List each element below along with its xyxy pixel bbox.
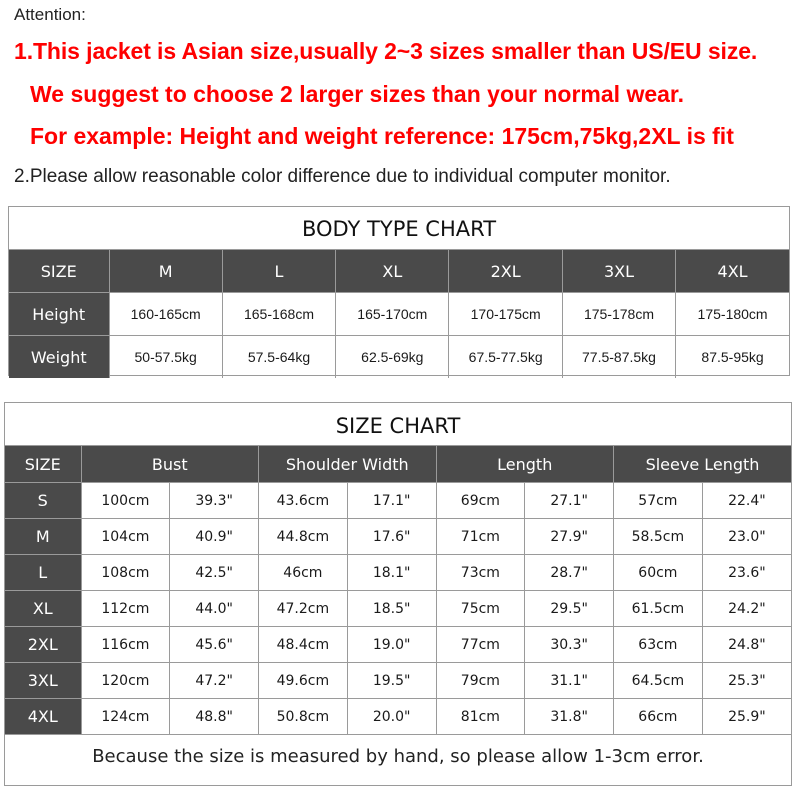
asian-size-warning: 1.This jacket is Asian size,usually 2~3 sizes smaller than US/EU size.: [14, 38, 758, 64]
table-cell: 79cm: [436, 663, 525, 699]
table-cell: 47.2cm: [259, 591, 348, 627]
table-cell: 40.9": [170, 519, 259, 555]
size-row-xl: [5, 591, 791, 627]
table-cell: 28.7": [525, 555, 614, 591]
table-cell: 19.5": [347, 663, 436, 699]
row-size-label: 2XL: [5, 627, 81, 663]
table-cell: 48.8": [170, 699, 259, 735]
size-column-header: L: [222, 250, 335, 293]
table-cell: 24.2": [702, 591, 791, 627]
color-difference-note: 2.Please allow reasonable color difference due to individual computer monitor.: [14, 166, 671, 187]
table-cell: 45.6": [170, 627, 259, 663]
table-cell: 160-165cm: [109, 293, 222, 336]
table-cell: 170-175cm: [449, 293, 562, 336]
table-cell: 66cm: [614, 699, 703, 735]
table-cell: 39.3": [170, 483, 259, 519]
table-cell: 165-170cm: [336, 293, 449, 336]
size-table-header-row: [5, 446, 791, 483]
row-size-label: S: [5, 483, 81, 519]
table-cell: 104cm: [81, 519, 170, 555]
table-cell: 165-168cm: [222, 293, 335, 336]
table-cell: 27.1": [525, 483, 614, 519]
table-cell: 60cm: [614, 555, 703, 591]
table-cell: 57.5-64kg: [222, 336, 335, 379]
table-cell: 50.8cm: [259, 699, 348, 735]
bust-header: Bust: [81, 446, 259, 483]
table-cell: 87.5-95kg: [676, 336, 789, 379]
table-cell: 47.2": [170, 663, 259, 699]
length-header: Length: [436, 446, 614, 483]
row-size-label: XL: [5, 591, 81, 627]
row-size-label: M: [5, 519, 81, 555]
table-cell: 17.1": [347, 483, 436, 519]
table-cell: 27.9": [525, 519, 614, 555]
table-cell: 25.3": [702, 663, 791, 699]
size-suggestion: We suggest to choose 2 larger sizes than your normal wear.: [30, 81, 684, 107]
table-cell: 18.1": [347, 555, 436, 591]
table-cell: 31.1": [525, 663, 614, 699]
table-cell: 46cm: [259, 555, 348, 591]
row-size-label: L: [5, 555, 81, 591]
table-cell: 108cm: [81, 555, 170, 591]
table-cell: 61.5cm: [614, 591, 703, 627]
row-label: Height: [9, 293, 109, 336]
table-cell: 124cm: [81, 699, 170, 735]
table-cell: 100cm: [81, 483, 170, 519]
table-cell: 22.4": [702, 483, 791, 519]
size-column-header: M: [109, 250, 222, 293]
table-cell: 31.8": [525, 699, 614, 735]
table-cell: 77cm: [436, 627, 525, 663]
shoulder-width-header: Shoulder Width: [259, 446, 437, 483]
table-cell: 42.5": [170, 555, 259, 591]
measurement-error-note: Because the size is measured by hand, so please allow 1-3cm error.: [92, 746, 704, 767]
table-cell: 57cm: [614, 483, 703, 519]
row-size-label: 3XL: [5, 663, 81, 699]
size-chart-title: SIZE CHART: [5, 403, 791, 446]
table-cell: 58.5cm: [614, 519, 703, 555]
table-cell: 23.6": [702, 555, 791, 591]
table-cell: 67.5-77.5kg: [449, 336, 562, 379]
table-cell: 112cm: [81, 591, 170, 627]
table-cell: 71cm: [436, 519, 525, 555]
attention-heading: Attention:: [14, 5, 86, 24]
table-cell: 29.5": [525, 591, 614, 627]
table-cell: 24.8": [702, 627, 791, 663]
size-column-header: 3XL: [562, 250, 675, 293]
size-header: SIZE: [5, 446, 81, 483]
size-column-header: 2XL: [449, 250, 562, 293]
table-cell: 175-180cm: [676, 293, 789, 336]
size-row-m: [5, 519, 791, 555]
table-cell: 23.0": [702, 519, 791, 555]
body-type-chart-title: BODY TYPE CHART: [9, 207, 789, 250]
table-cell: 44.0": [170, 591, 259, 627]
table-cell: 19.0": [347, 627, 436, 663]
table-cell: 43.6cm: [259, 483, 348, 519]
size-header: SIZE: [9, 250, 109, 293]
table-cell: 75cm: [436, 591, 525, 627]
table-cell: 64.5cm: [614, 663, 703, 699]
size-table: [5, 446, 791, 779]
table-cell: 69cm: [436, 483, 525, 519]
size-row-s: [5, 483, 791, 519]
sleeve-length-header: Sleeve Length: [614, 446, 792, 483]
size-chart: [4, 402, 792, 786]
body-type-table: [9, 250, 789, 378]
body-type-header-row: [9, 250, 789, 293]
table-cell: 48.4cm: [259, 627, 348, 663]
size-column-header: XL: [336, 250, 449, 293]
table-cell: 50-57.5kg: [109, 336, 222, 379]
table-cell: 73cm: [436, 555, 525, 591]
table-cell: 20.0": [347, 699, 436, 735]
table-cell: 17.6": [347, 519, 436, 555]
table-cell: 116cm: [81, 627, 170, 663]
table-cell: 175-178cm: [562, 293, 675, 336]
row-size-label: 4XL: [5, 699, 81, 735]
table-cell: 30.3": [525, 627, 614, 663]
footer-row: [5, 735, 791, 780]
size-row-4xl: [5, 699, 791, 735]
table-cell: 77.5-87.5kg: [562, 336, 675, 379]
height-row: [9, 293, 789, 336]
size-column-header: 4XL: [676, 250, 789, 293]
size-row-2xl: [5, 627, 791, 663]
size-row-3xl: [5, 663, 791, 699]
table-cell: 49.6cm: [259, 663, 348, 699]
table-cell: 44.8cm: [259, 519, 348, 555]
size-row-l: [5, 555, 791, 591]
fit-example: For example: Height and weight reference: 175cm,75kg,2XL is fit: [30, 123, 734, 149]
table-cell: 62.5-69kg: [336, 336, 449, 379]
table-cell: 120cm: [81, 663, 170, 699]
body-type-chart: [8, 206, 790, 376]
table-cell: 81cm: [436, 699, 525, 735]
weight-row: [9, 336, 789, 379]
table-cell: 18.5": [347, 591, 436, 627]
row-label: Weight: [9, 336, 109, 379]
table-cell: 63cm: [614, 627, 703, 663]
table-cell: 25.9": [702, 699, 791, 735]
